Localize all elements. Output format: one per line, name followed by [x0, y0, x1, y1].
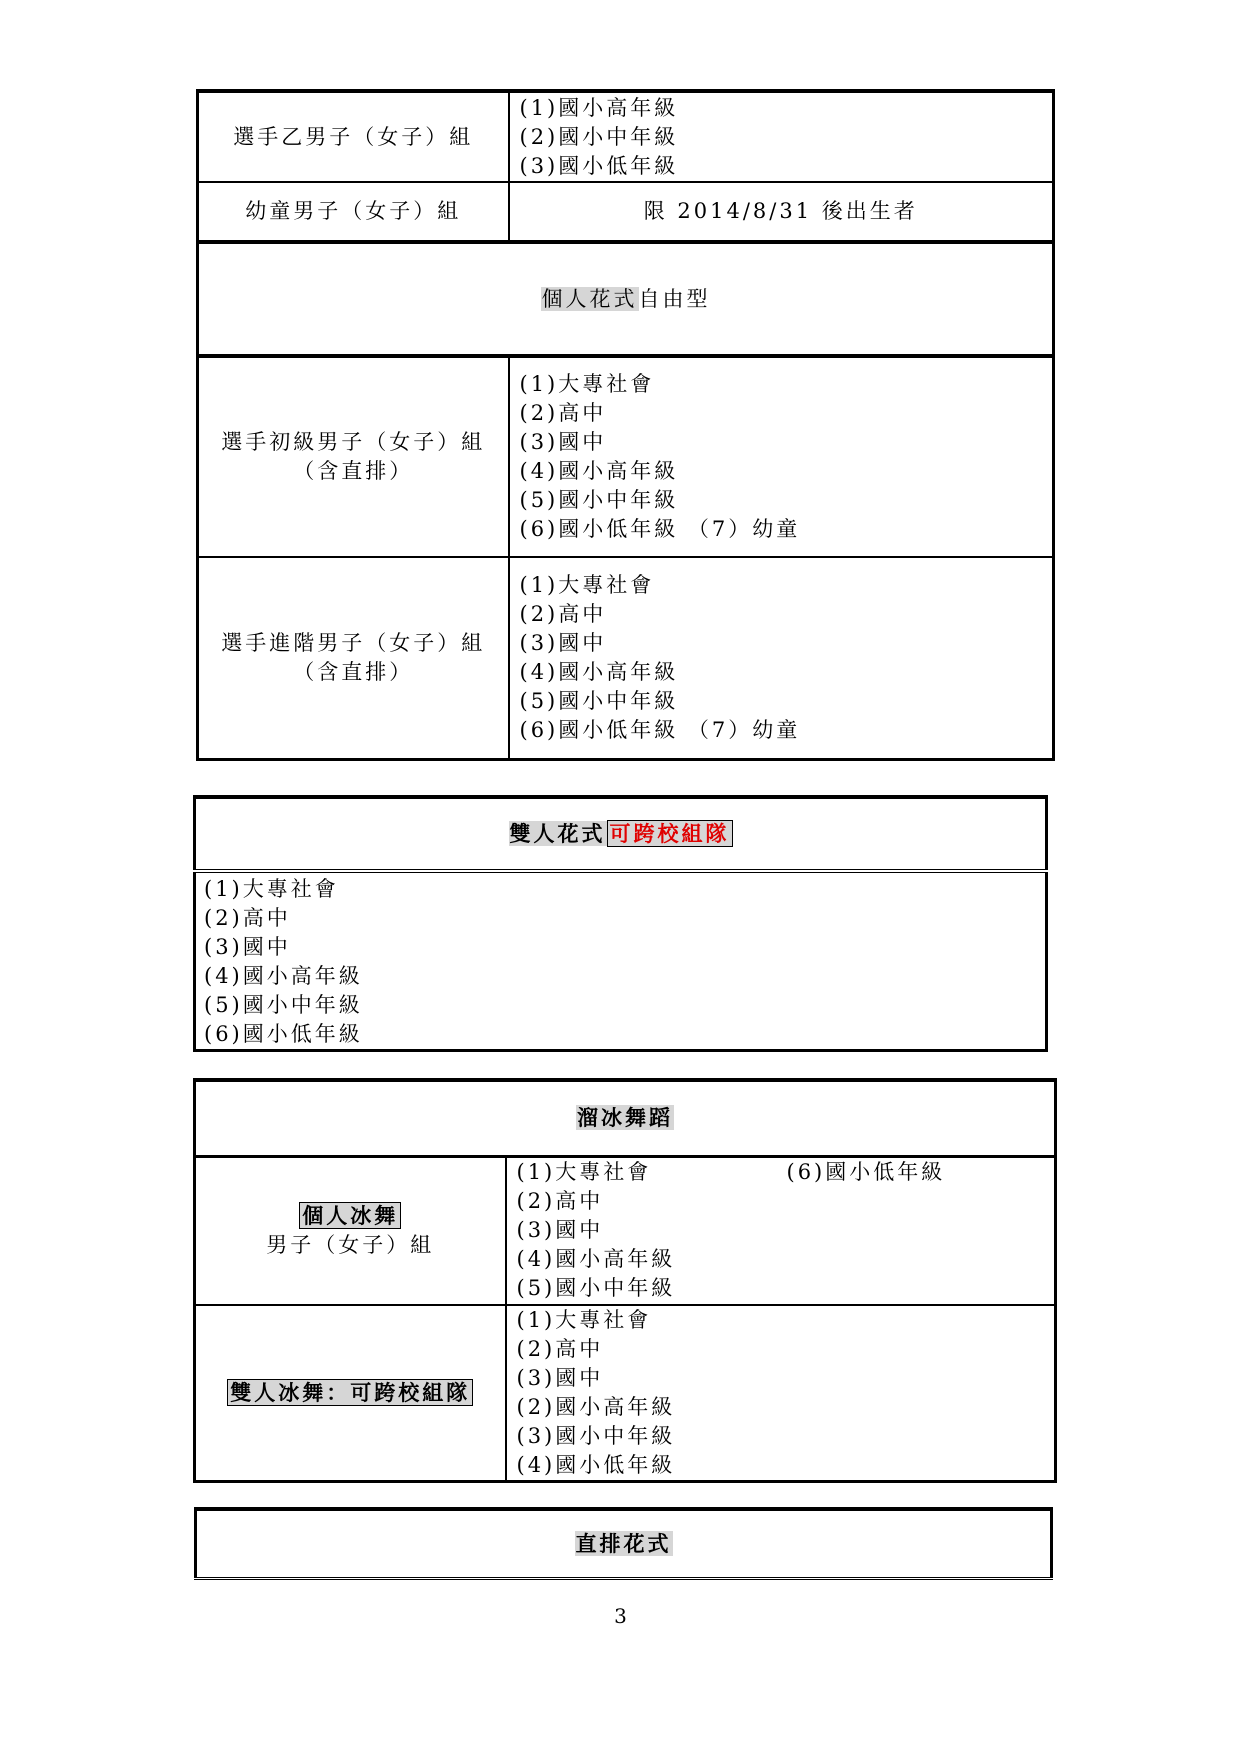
list-item: (5)國小中年級: [519, 688, 679, 713]
grade-list-cell: [509, 356, 1054, 557]
table-row: [195, 1080, 1056, 1156]
table-row: [195, 1156, 1056, 1305]
section-title-cell: [195, 797, 1047, 871]
group-label-cell: [195, 1305, 506, 1482]
list-item: (3)國中: [519, 630, 607, 655]
table-row: [198, 242, 1054, 356]
group-label-note: （含直排）: [293, 659, 414, 684]
list-item: (4)國小高年級: [519, 659, 679, 684]
list-item: (2)高中: [519, 601, 607, 626]
section-title-cell: [196, 1509, 1052, 1578]
list-item: (1)國小高年級: [519, 95, 679, 120]
list-item: (3)國中: [204, 935, 291, 959]
pair-dance-label: 雙人冰舞：可跨校組隊: [227, 1379, 473, 1406]
eligibility-text: 限 2014/8/31 後出生者: [643, 199, 918, 223]
group-label: 選手初級男子（女子）組: [221, 430, 486, 454]
table-row: [195, 871, 1047, 1051]
page-number: 3: [614, 1604, 627, 1628]
list-item: (1)大專社會: [204, 877, 339, 901]
list-item: (3)國中: [516, 1366, 604, 1390]
list-item: (2)高中: [516, 1189, 604, 1214]
section-title-rest: 自由型: [638, 286, 711, 311]
section-title: 直排花式: [575, 1530, 672, 1556]
list-item: (3)國中: [516, 1218, 604, 1243]
section-title: 雙人花式: [509, 821, 606, 846]
group-label-cell: [198, 557, 509, 759]
table-row: [198, 356, 1054, 557]
section-title-cell: [195, 1080, 1056, 1156]
list-item: (1)大專社會: [519, 572, 655, 597]
individual-figure-table: [196, 89, 1055, 761]
list-item: (4)國小高年級: [519, 459, 679, 483]
table-row: [198, 557, 1054, 759]
list-item: (2)高中: [516, 1337, 604, 1361]
table-row: [195, 1305, 1056, 1482]
list-item: (2)高中: [519, 401, 607, 425]
grade-list-cell: [506, 1156, 1056, 1305]
group-label: 選手進階男子（女子）組: [221, 630, 486, 655]
list-item: (2)國小中年級: [519, 124, 679, 149]
group-label-cell: [198, 356, 509, 557]
section-title-cell: [198, 242, 1054, 356]
list-item: (4)國小低年級: [516, 1453, 676, 1477]
list-item: (2)國小高年級: [516, 1395, 676, 1419]
list-item: (5)國小中年級: [519, 488, 679, 512]
table-row: [196, 1509, 1052, 1578]
grade-list-cell: [509, 91, 1054, 182]
list-item: (1)大專社會: [516, 1308, 652, 1332]
group-label: 幼童男子（女子）組: [245, 199, 462, 223]
list-item: (1)大專社會: [519, 372, 655, 396]
grade-list-cell: [195, 871, 1047, 1051]
list-item: (4)國小高年級: [204, 964, 363, 988]
eligibility-cell: [509, 182, 1054, 242]
list-item: (6)國小低年級 （7）幼童: [519, 717, 801, 742]
pair-figure-table: [193, 795, 1048, 1052]
list-item: (6)國小低年級: [786, 1160, 946, 1185]
grade-list-cell: [509, 557, 1054, 759]
ice-dance-table: [193, 1078, 1057, 1483]
list-item: (4)國小高年級: [516, 1247, 676, 1272]
list-item: (2)高中: [204, 906, 291, 930]
inline-figure-table: [194, 1507, 1053, 1580]
group-label-note: （含直排）: [293, 459, 414, 483]
cross-school-note: 可跨校組隊: [607, 820, 733, 847]
group-label-cell: [195, 1156, 506, 1305]
section-title-highlight: 個人花式: [541, 286, 638, 311]
list-item: (3)國小中年級: [516, 1424, 676, 1448]
group-label: 男子（女子）組: [266, 1233, 435, 1258]
table-row: [198, 182, 1054, 242]
table-row: [195, 797, 1047, 871]
list-item: (3)國小低年級: [519, 153, 679, 178]
section-title: 溜冰舞蹈: [577, 1105, 673, 1131]
list-item: (1)大專社會: [516, 1160, 652, 1185]
solo-dance-label: 個人冰舞: [299, 1202, 401, 1229]
list-item: (5)國小中年級: [516, 1276, 676, 1301]
table-row: [198, 91, 1054, 182]
list-item: (5)國小中年級: [204, 993, 363, 1017]
group-label: 選手乙男子（女子）組: [233, 124, 474, 149]
group-label-cell: [198, 182, 509, 242]
list-item: (6)國小低年級: [204, 1022, 363, 1046]
group-label-cell: [198, 91, 509, 182]
list-item: (6)國小低年級 （7）幼童: [519, 517, 801, 541]
grade-list-cell: [506, 1305, 1056, 1482]
list-item: (3)國中: [519, 430, 607, 454]
